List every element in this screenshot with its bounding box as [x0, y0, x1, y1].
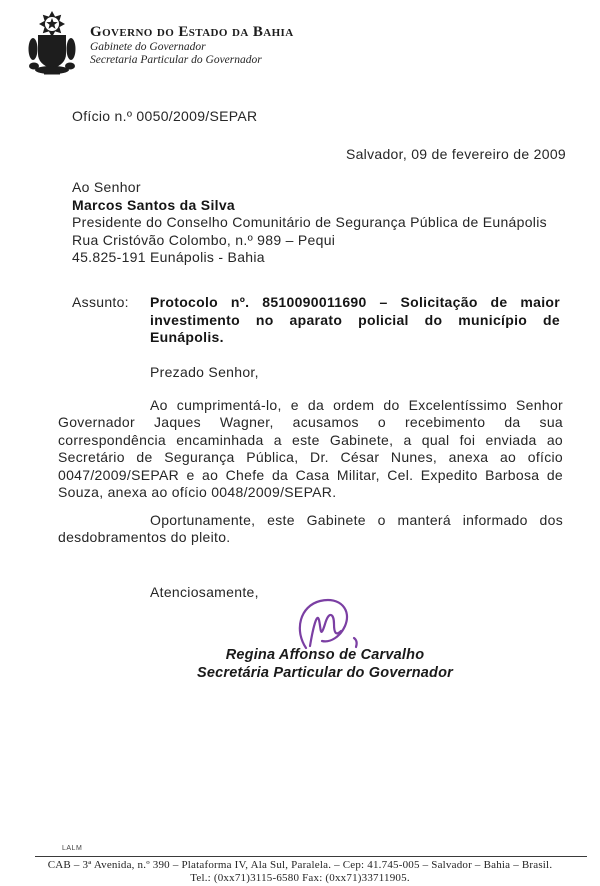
reference-number: Ofício n.º 0050/2009/SEPAR	[72, 108, 258, 124]
org-dept: Gabinete do Governador	[90, 41, 206, 53]
letterhead	[24, 8, 444, 80]
recipient-title: Presidente do Conselho Comunitário de Segurança Pública de Eunápolis	[72, 214, 547, 230]
recipient-street: Rua Cristóvão Colombo, n.º 989 – Pequi	[72, 231, 336, 248]
recipient-name: Marcos Santos da Silva	[72, 196, 235, 213]
handwritten-signature	[282, 596, 368, 652]
signer-role: Secretária Particular do Governador	[196, 665, 453, 681]
letterhead-text	[90, 24, 294, 67]
footer-initials: LALM	[62, 845, 83, 852]
closing: Atenciosamente,	[150, 583, 259, 600]
bahia-coat-of-arms-icon	[24, 10, 80, 76]
org-office: Secretaria Particular do Governador	[90, 54, 262, 66]
signature-block	[160, 596, 490, 682]
recipient-city: 45.825-191 Eunápolis - Bahia	[72, 249, 265, 265]
letter-body	[58, 364, 563, 601]
paragraph-1: Ao cumprimentá-lo, e da ordem do Excelentíssimo Senhor Governador Jaques Wagner, acusamos o recebimento da sua correspondência encaminhada a este Gabinete, a qual foi enviada ao Secretário de Segurança Pública, Dr. César Nunes, anexa ao ofício 0047/2009/SEPAR e ao Chefe da Casa Militar, Cel. Expedito Barbosa de Souza, anexa ao ofício 0048/2009/SEPAR.	[58, 396, 563, 500]
footer-address: CAB – 3ª Avenida, n.º 390 – Plataforma IV, Ala Sul, Paralela. – Cep: 41.745-005 – Salvador – Bahia – Brasil.	[47, 859, 553, 871]
signer-name: Regina Affonso de Carvalho	[225, 647, 425, 663]
subject-block	[72, 294, 564, 347]
recipient-salutation: Ao Senhor	[72, 179, 141, 195]
footer-contacts: Tel.: (0xx71)3115-6580 Fax: (0xx71)33711905.	[190, 872, 410, 884]
subject-label: Assunto:	[72, 294, 129, 310]
paragraph-2: Oportunamente, este Gabinete o manterá informado dos desdobramentos do pleito.	[58, 511, 563, 545]
greeting: Prezado Senhor,	[150, 364, 259, 380]
org-name: Governo do Estado da Bahia	[90, 24, 294, 40]
footer-divider	[35, 856, 587, 857]
recipient-block	[72, 179, 547, 267]
subject-text: Protocolo nº. 8510090011690 – Solicitação de maior investimento no aparato policial do município de Eunápolis.	[150, 294, 560, 345]
dateline: Salvador, 09 de fevereiro de 2009	[345, 146, 566, 162]
